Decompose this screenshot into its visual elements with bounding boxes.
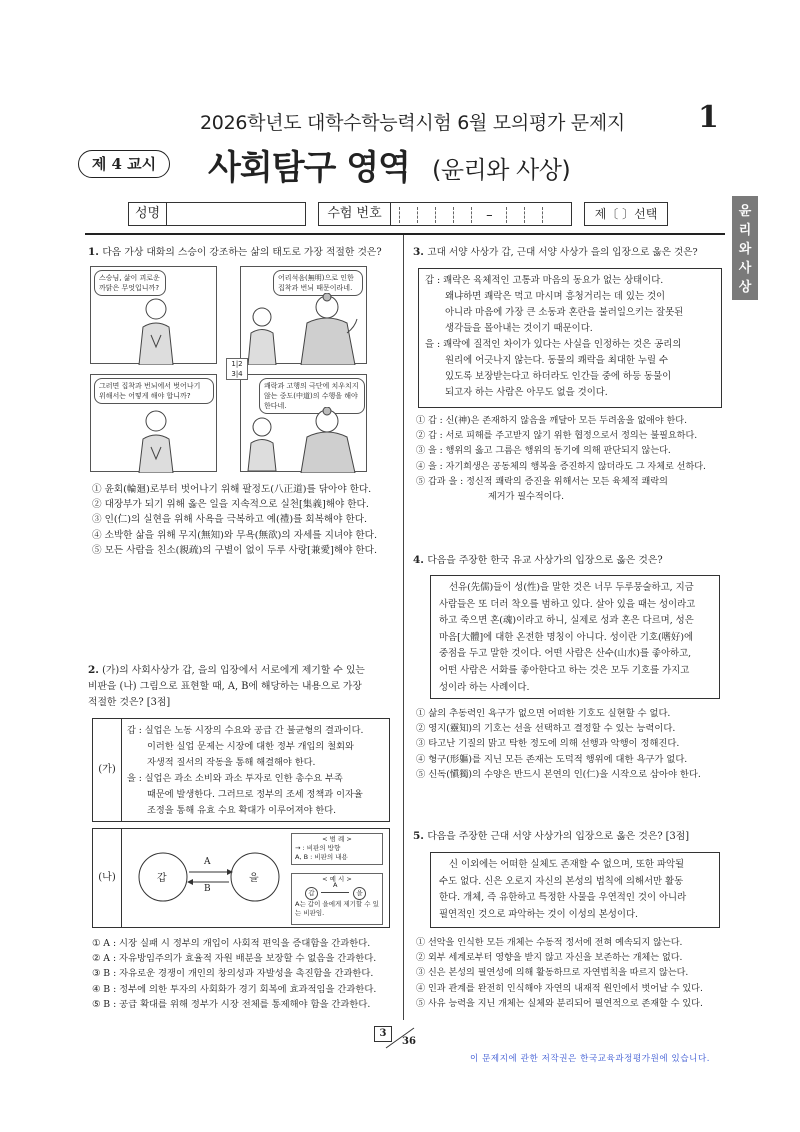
- answer-choice[interactable]: ③ 을 : 행위의 옳고 그름은 행위의 동기에 의해 판단되지 않는다.: [416, 446, 671, 457]
- side-tab-char: 와: [738, 242, 752, 257]
- answer-choice[interactable]: ② 갑 : 서로 피해를 주고받지 않기 위한 협정으로서 정의는 불필요하다.: [416, 431, 698, 442]
- copyright-notice: 이 문제지에 관한 저작권은 한국교육과정평가원에 있습니다.: [470, 1054, 711, 1064]
- total-pages: 36: [402, 1036, 416, 1047]
- node-gap: 갑: [157, 873, 167, 884]
- question-text: 비판을 (나) 그림으로 표현할 때, A, B에 해당하는 내용으로 가장: [88, 681, 362, 692]
- q2-na-box: [92, 828, 390, 928]
- answer-choice[interactable]: ④ B : 정부에 의한 투자의 사회화가 경기 회복에 효과적임을 간과한다.: [92, 983, 377, 995]
- exam-number-dash: –: [486, 208, 493, 223]
- side-tab-char: 사: [738, 261, 752, 276]
- na-label: (나): [93, 829, 122, 927]
- passage-line: 되고자 하는 사람은 아무도 없을 것이다.: [445, 387, 608, 398]
- passage-line: 원리에 어긋나지 않는다. 동물의 쾌락을 최대한 누릴 수: [445, 355, 669, 366]
- legend-item: A, B : 비판의 내용: [295, 853, 348, 861]
- passage-line: 신 이외에는 어떠한 실체도 존재할 수 없으며, 또한 파악될: [449, 859, 685, 870]
- answer-choice-continued: 제거가 필수적이다.: [488, 492, 565, 503]
- panel-number: 3: [231, 370, 236, 378]
- passage-line: 마음[大體]에 대한 온전한 명칭이 아니다. 성이란 기호(嗜好)에: [439, 631, 694, 643]
- panel-order-marker: 1|2 3|4: [226, 358, 248, 380]
- answer-choice[interactable]: ③ B : 자유로운 경쟁이 개인의 창의성과 자발성을 촉진함을 간과한다.: [92, 968, 374, 980]
- answer-choice[interactable]: ③ 신은 본성의 필연성에 의해 활동하므로 자연법칙을 따르지 않는다.: [416, 968, 689, 979]
- arrow-label-a: A: [204, 857, 211, 867]
- example-node: 갑: [305, 887, 318, 900]
- answer-choice[interactable]: ① 윤회(輪廻)로부터 벗어나기 위해 팔정도(八正道)를 닦아야 한다.: [92, 484, 372, 495]
- q5-passage-box: [430, 852, 720, 928]
- answer-choice[interactable]: ② 외부 세계로부터 영향을 받지 않고 자신을 보존하는 개체는 없다.: [416, 953, 683, 964]
- question-3: [413, 244, 725, 261]
- question-text: 다음을 주장한 한국 유교 사상가의 입장으로 옳은 것은?: [427, 555, 663, 566]
- example-box: [291, 873, 383, 925]
- q4-choices: [416, 706, 701, 782]
- answer-choice[interactable]: ③ 타고난 기질의 맑고 탁한 정도에 의해 선행과 악행이 정해진다.: [416, 738, 680, 750]
- example-arrow-label: A: [333, 881, 338, 889]
- buddha-figure: [297, 293, 361, 365]
- example-node: 을: [353, 887, 366, 900]
- side-tab-char: 리: [738, 223, 752, 238]
- speech-bubble: 스승님, 삶이 괴로운 까닭은 무엇입니까?: [94, 270, 166, 296]
- column-divider: [403, 235, 404, 1020]
- comic-panel-3: [90, 374, 217, 472]
- answer-choice[interactable]: ① 선악을 인식한 모든 개체는 수동적 정서에 전혀 예속되지 않는다.: [416, 938, 683, 948]
- comic-panel-1: [90, 266, 217, 364]
- passage-line: 생각들을 몰아내는 것이기 때문이다.: [445, 323, 593, 334]
- subject-side-tab: [732, 196, 758, 300]
- answer-choice[interactable]: ② 대장부가 되기 위해 옳은 일을 지속적으로 실천[集義]해야 한다.: [92, 499, 369, 511]
- answer-choice[interactable]: ⑤ 갑과 을 : 정신적 쾌락의 증진을 위해서는 모든 육체적 쾌락의: [416, 476, 668, 487]
- answer-choice[interactable]: ② 영지(靈知)의 기호는 선을 선택하고 결정할 수 있는 능력이다.: [416, 723, 676, 735]
- answer-choice[interactable]: ④ 을 : 자기희생은 공동체의 행복을 증진하지 않더라도 그 자체로 선하다.: [416, 461, 706, 472]
- panel-number: 1: [231, 360, 236, 368]
- example-note: A는 갑이 을에게 제기할 수 있는 비판임.: [295, 900, 379, 917]
- question-text: 고대 서양 사상가 갑, 근대 서양 사상가 을의 입장으로 옳은 것은?: [427, 247, 698, 258]
- question-number: 1.: [88, 246, 99, 258]
- selection-field[interactable]: 제〔 〕선택: [584, 202, 668, 226]
- name-label: 성명: [128, 202, 166, 226]
- question-2: [88, 662, 398, 711]
- answer-choice[interactable]: ⑤ 신독(愼獨)의 수양은 반드시 본연의 인(仁)을 시작으로 삼아야 한다.: [416, 768, 701, 780]
- question-text: (가)의 사회사상가 갑, 을의 입장에서 서로에게 제기할 수 있는: [102, 665, 365, 676]
- q3-choices: [416, 414, 706, 505]
- current-page: 3: [374, 1026, 392, 1042]
- passage-line: 필연적인 것으로 파악하는 것이 이성의 본성이다.: [439, 908, 639, 920]
- question-text: 다음 가상 대화의 스승이 강조하는 삶의 태도로 가장 적절한 것은?: [102, 247, 382, 258]
- passage-line: 하고 죽으면 혼(魂)이라고 하니, 실제로 성과 혼은 다르며, 성은: [439, 615, 694, 627]
- passage-line: 수도 없다. 신은 오로지 자신의 본성의 법칙에 의해서만 활동: [439, 875, 684, 887]
- ga-line: 자생적 질서의 작동을 통해 해결해야 한다.: [147, 757, 316, 768]
- answer-choice[interactable]: ③ 인(仁)의 실현을 위해 사욕을 극복하고 예(禮)를 회복해야 한다.: [92, 514, 368, 526]
- passage-line: 중점을 두고 말한 것이다. 어떤 사람은 산수(山水)를 좋아하고,: [439, 648, 692, 660]
- q3-passage-box: [418, 268, 722, 408]
- passage-line: 사람들은 또 더러 착오를 범하고 있다. 살아 있을 때는 성이라고: [439, 598, 696, 610]
- period-badge: 제 4 교시: [78, 150, 170, 178]
- comic-strip: [90, 266, 390, 476]
- ga-line: 갑 : 실업은 노동 시장의 수요와 공급 간 불균형의 결과이다.: [127, 725, 364, 736]
- ga-label: (가): [93, 719, 122, 821]
- question-number: 2.: [88, 664, 99, 676]
- answer-choice[interactable]: ④ 인과 관계를 완전히 인식해야 자연의 내재적 원인에서 벗어날 수 있다.: [416, 983, 703, 994]
- panel-number: 2: [238, 360, 243, 368]
- passage-line: 한다. 개체, 즉 유한하고 특정한 사물을 우연적인 것이 아니라: [439, 892, 687, 904]
- q5-choices: [416, 936, 703, 1012]
- question-4: [413, 552, 725, 569]
- ga-line: 이러한 실업 문제는 시장에 대한 정부 개입의 철회와: [147, 741, 354, 752]
- name-field[interactable]: [166, 202, 306, 226]
- subject-subtitle: (윤리와 사상): [432, 156, 571, 184]
- page-counter: [372, 1026, 422, 1050]
- exam-title: 2026학년도 대학수학능력시험 6월 모의평가 문제지: [200, 112, 625, 134]
- legend-title: < 범 례 >: [322, 835, 352, 843]
- example-arrow: [321, 892, 349, 893]
- criticism-diagram: [123, 831, 293, 927]
- question-5: [413, 828, 725, 845]
- question-number: 5.: [413, 830, 424, 842]
- comic-panel-2: [240, 266, 367, 364]
- answer-choice[interactable]: ① 갑 : 신(神)은 존재하지 않음을 깨달아 모든 두려움을 없애야 한다.: [416, 416, 687, 426]
- passage-line: 성이라 하는 사례이다.: [439, 681, 530, 693]
- q2-ga-box: [92, 718, 390, 822]
- question-number: 3.: [413, 246, 424, 258]
- q2-choices: [92, 936, 376, 1012]
- header-rule: [85, 233, 725, 235]
- page-number: 1: [698, 100, 719, 135]
- answer-choice[interactable]: ① 삶의 추동력인 욕구가 없으면 어떠한 기호도 실현할 수 없다.: [416, 708, 671, 719]
- arrow-label-b: B: [204, 884, 211, 894]
- exam-number-field[interactable]: [390, 202, 572, 226]
- speech-bubble: 어리석음(無明)으로 인한 집착과 번뇌 때문이라네.: [273, 270, 363, 296]
- answer-choice[interactable]: ④ 형구(形軀)를 지닌 모든 존재는 도덕적 행위에 대한 욕구가 없다.: [416, 753, 688, 765]
- answer-choice[interactable]: ⑤ 모든 사람을 친소(親疏)의 구별이 없이 두루 사랑[兼愛]해야 한다.: [92, 544, 378, 556]
- legend-box: [291, 833, 383, 865]
- panel-number: 4: [238, 370, 243, 378]
- ga-line: 을 : 실업은 과소 소비와 과소 투자로 인한 총수요 부족: [127, 773, 343, 784]
- q4-passage-box: [430, 575, 720, 699]
- info-row: [128, 202, 668, 226]
- answer-choice[interactable]: ① A : 시장 실패 시 정부의 개입이 사회적 편익을 증대함을 간과한다.: [92, 938, 371, 949]
- passage-line: 선유(先儒)들이 성(性)을 말한 것은 너무 두루뭉술하고, 지금: [449, 582, 694, 593]
- disciple-figure: [131, 407, 181, 473]
- passage-line: 갑 : 쾌락은 육체적인 고통과 마음의 동요가 없는 상태이다.: [425, 275, 664, 286]
- disciple-figure: [245, 415, 279, 471]
- question-number: 4.: [413, 554, 424, 566]
- example-title: < 예 시 >: [322, 875, 352, 883]
- side-tab-char: 상: [738, 280, 752, 295]
- comic-panel-4: [240, 374, 367, 472]
- question-text: 다음을 주장한 근대 서양 사상가의 입장으로 옳은 것은? [3점]: [427, 831, 690, 842]
- q1-choices: [92, 482, 377, 558]
- passage-line: 있도록 보장받는다고 하더라도 인간들 중에 하등 동물이: [445, 371, 672, 382]
- answer-choice[interactable]: ④ 소박한 삶을 위해 무지(無知)와 무욕(無欲)의 자세를 지녀야 한다.: [92, 529, 378, 541]
- ga-line: 조정을 통해 유효 수요 확대가 이루어져야 한다.: [147, 805, 337, 816]
- node-eul: 을: [249, 873, 259, 884]
- side-tab-char: 윤: [738, 204, 752, 219]
- buddha-figure: [297, 407, 361, 473]
- subject-title: 사회탐구 영역: [208, 148, 410, 188]
- disciple-figure: [245, 305, 279, 365]
- answer-choice[interactable]: ⑤ B : 공급 확대를 위해 정부가 시장 전체를 통제해야 함을 간과한다.: [92, 998, 371, 1010]
- passage-line: 을 : 쾌락에 질적인 차이가 있다는 사실을 인정하는 것은 공리의: [425, 339, 682, 350]
- question-1: [88, 244, 398, 261]
- answer-choice[interactable]: ② A : 자유방임주의가 효율적 자원 배분을 보장할 수 없음을 간과한다.: [92, 953, 377, 965]
- speech-bubble: 쾌락과 고행의 극단에 치우치지 않는 중도(中道)의 수행을 해야 한다네.: [259, 378, 365, 414]
- disciple-figure: [131, 295, 181, 365]
- passage-line: 아니라 마음에 가장 큰 소동과 혼란을 불러일으키는 잘못된: [445, 307, 684, 318]
- speech-bubble: 그러면 집착과 번뇌에서 벗어나기 위해서는 어떻게 해야 합니까?: [94, 378, 214, 404]
- exam-number-label: 수험 번호: [318, 202, 390, 226]
- question-text: 적절한 것은? [3점]: [88, 697, 171, 708]
- passage-line: 왜냐하면 쾌락은 먹고 마시며 흥청거리는 데 있는 것이: [445, 291, 666, 302]
- ga-line: 때문에 발생한다. 그러므로 정부의 조세 정책과 이자율: [147, 789, 363, 800]
- passage-line: 어떤 사람은 서화를 좋아한다고 하는 것은 모두 기호를 가지고: [439, 664, 690, 676]
- legend-item: → : 비판의 방향: [295, 844, 341, 852]
- answer-choice[interactable]: ⑤ 사유 능력을 지닌 개체는 실체와 분리되어 필연적으로 존재할 수 있다.: [416, 998, 703, 1009]
